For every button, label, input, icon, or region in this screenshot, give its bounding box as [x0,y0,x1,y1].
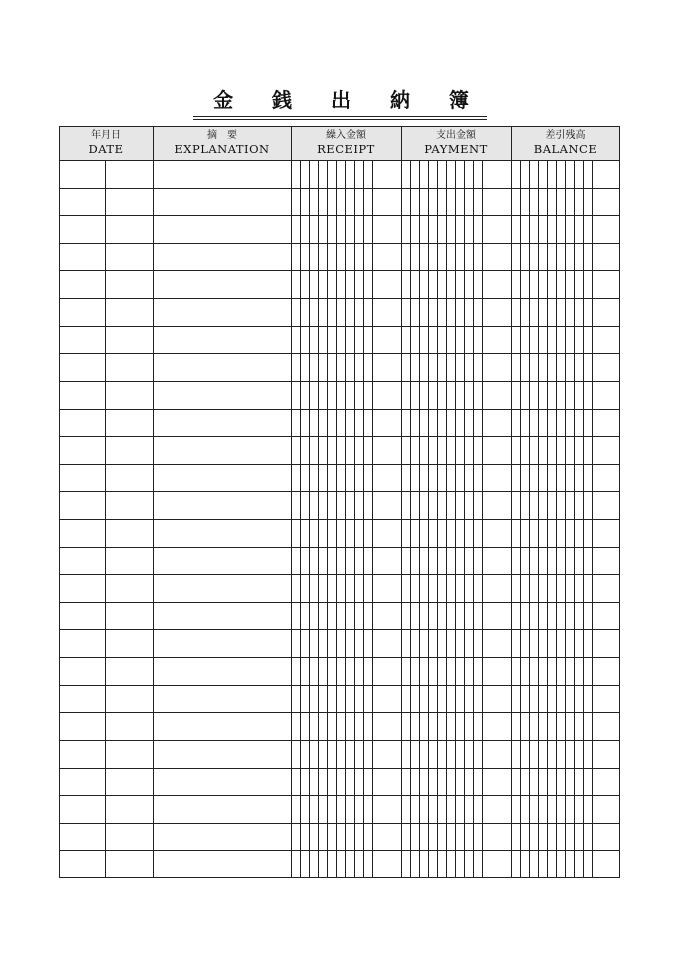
header-payment [401,126,511,160]
header-date-en: DATE [88,142,124,156]
header-balance [511,126,620,160]
header-date-jp: 年月日 [91,130,121,141]
header-explanation-jp: 摘 要 [207,130,237,141]
header-payment-jp: 支出金額 [436,130,476,141]
header-date [59,126,153,160]
page-title: 金 銭 出 納 簿 [193,84,487,117]
header-balance-jp: 差引残高 [545,130,586,141]
ledger-table [59,126,620,878]
header-receipt-en: RECEIPT [317,142,375,156]
header-explanation-en: EXPLANATION [174,142,270,156]
table-border [60,127,620,878]
header-receipt-jp: 繰入金額 [326,130,366,141]
header-explanation [153,126,291,160]
header-payment-en: PAYMENT [424,142,488,156]
header-balance-en: BALANCE [533,142,598,156]
header-receipt [291,126,401,160]
ledger-grid [59,126,620,878]
title-block [0,84,680,117]
